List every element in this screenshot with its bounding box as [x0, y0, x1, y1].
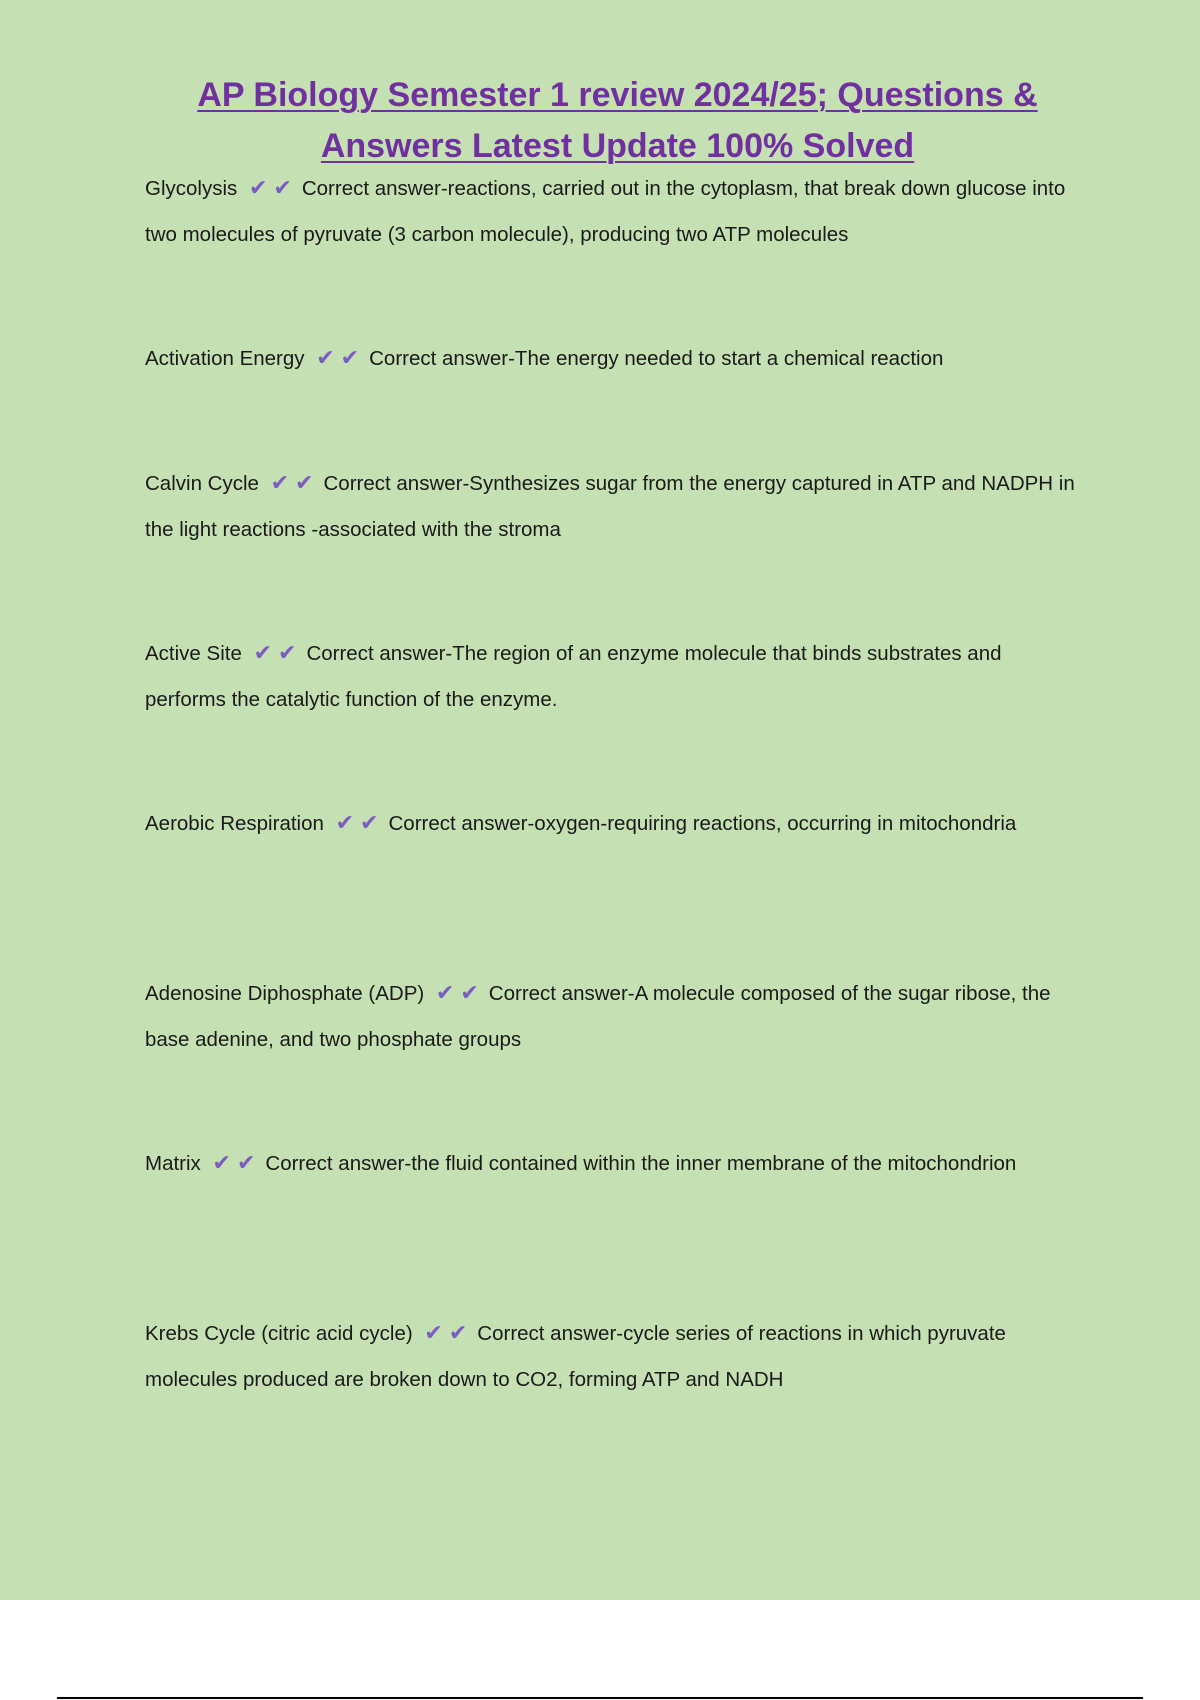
entry-answer: Correct answer-the fluid contained within the inner membrane of the mitochondrion	[265, 1152, 1017, 1175]
entry-term: Calvin Cycle	[145, 472, 259, 495]
title-line-1: AP Biology Semester 1 review 2024/25; Questions &	[197, 76, 1038, 114]
entry-term: Glycolysis	[145, 177, 238, 200]
footer-divider	[57, 1697, 1143, 1699]
entry-answer: Correct answer-cycle series of reactions in which pyruvate molecules produced are broken down to CO2, forming ATP and NADH	[145, 1322, 1006, 1391]
checkmark-icon: ✔✔	[424, 1320, 474, 1345]
qa-entry-activation-energy	[145, 335, 1085, 382]
entry-term: Aerobic Respiration	[145, 812, 324, 835]
qa-entry-matrix	[145, 1140, 1085, 1187]
checkmark-icon: ✔✔	[253, 640, 303, 665]
entry-term: Activation Energy	[145, 347, 305, 370]
checkmark-icon: ✔✔	[212, 1150, 262, 1175]
qa-entry-adp	[145, 970, 1085, 1063]
checkmark-icon: ✔✔	[316, 345, 366, 370]
checkmark-icon: ✔✔	[270, 470, 320, 495]
entry-term: Krebs Cycle (citric acid cycle)	[145, 1322, 413, 1345]
page-title	[145, 70, 1090, 172]
title-line-2: Answers Latest Update 100% Solved	[320, 127, 915, 165]
qa-entry-glycolysis	[145, 165, 1085, 258]
entry-term: Matrix	[145, 1152, 201, 1175]
entry-term: Adenosine Diphosphate (ADP)	[145, 982, 425, 1005]
entry-answer: Correct answer-A molecule composed of the sugar ribose, the base adenine, and two phosphate groups	[145, 982, 1051, 1051]
qa-entry-active-site	[145, 630, 1085, 723]
qa-entry-calvin-cycle	[145, 460, 1085, 553]
checkmark-icon: ✔✔	[435, 980, 485, 1005]
entry-term: Active Site	[145, 642, 242, 665]
entry-answer: Correct answer-The region of an enzyme molecule that binds substrates and performs the catalytic function of the enzyme.	[145, 642, 1002, 711]
checkmark-icon: ✔✔	[248, 175, 298, 200]
qa-entry-krebs-cycle	[145, 1310, 1085, 1403]
qa-entry-aerobic-respiration	[145, 800, 1085, 847]
checkmark-icon: ✔✔	[335, 810, 385, 835]
entry-answer: Correct answer-Synthesizes sugar from the energy captured in ATP and NADPH in the light reactions -associated with the stroma	[145, 472, 1075, 541]
entry-answer: Correct answer-The energy needed to start a chemical reaction	[369, 347, 944, 370]
entry-answer: Correct answer-reactions, carried out in the cytoplasm, that break down glucose into two molecules of pyruvate (3 carbon molecule), producing two ATP molecules	[145, 177, 1066, 246]
entry-answer: Correct answer-oxygen-requiring reactions, occurring in mitochondria	[388, 812, 1017, 835]
